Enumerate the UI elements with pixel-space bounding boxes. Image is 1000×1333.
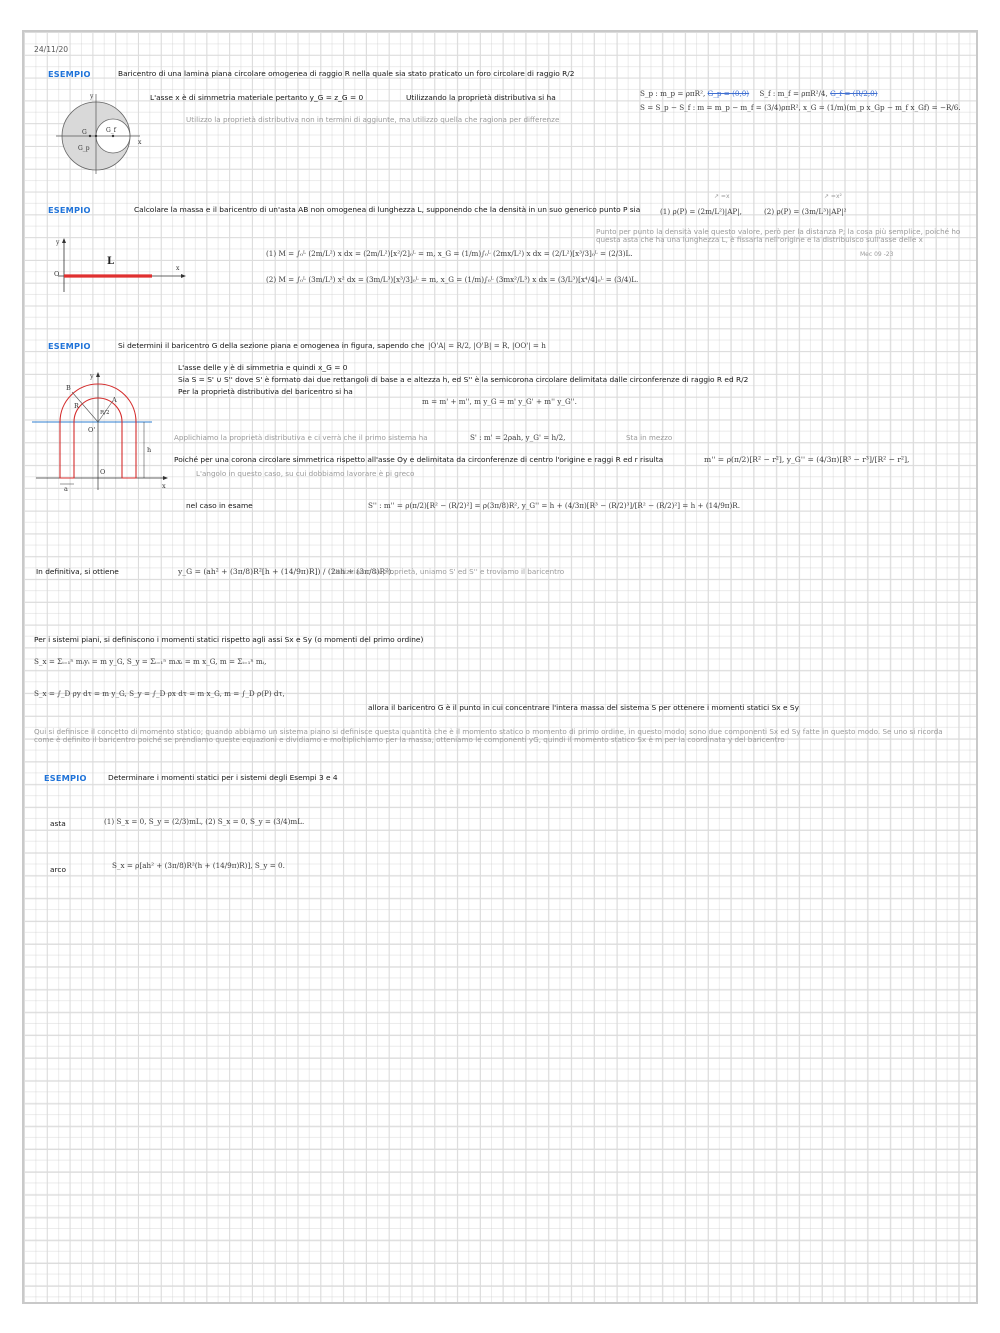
- example-2-label: ESEMPIO: [48, 205, 91, 215]
- example-1-eq-s: S = S_p − S_f : m = m_p − m_f = (3/4)ρπR², x_G = (1/m)(m_p x_Gp − m_f x_Gf) = −R/6.: [640, 103, 961, 112]
- example-1-label: ESEMPIO: [48, 69, 91, 79]
- rod-x-label: x: [176, 265, 180, 272]
- example-2-eq-1: (1) M = ∫₀ᴸ (2m/L²) x dx = (2m/L²)[x²/2]₀ᴸ = m, x_G = (1/m)∫₀ᴸ (2mx/L²) x dx = (2/L²)[x³/3]₀ᴸ = (2/3)L.: [266, 249, 633, 258]
- sec-x-label: x: [162, 482, 166, 490]
- sec-oprime-label: O': [88, 426, 96, 434]
- rod-length-label: L: [107, 256, 115, 267]
- sec-h-label: h: [147, 446, 152, 454]
- sec-b-label: B: [66, 384, 71, 392]
- sec-a-point-label: A: [112, 396, 117, 404]
- rod-y-label: y: [56, 239, 60, 246]
- example-4-asta-label: asta: [50, 819, 66, 828]
- example-3-given: |O'A| = R/2, |O'B| = R, |OO'| = h: [428, 341, 546, 350]
- example-3-case-label: nel caso in esame: [186, 501, 253, 510]
- fig1-gp-label: G_p: [78, 145, 90, 152]
- example-3-title: Si determini il baricentro G della sezione piana e omogenea in figura, sapendo che: [118, 341, 425, 350]
- eq-sp-gp: G_p = (0,0): [707, 89, 750, 98]
- sec-r-label: R: [74, 402, 79, 410]
- fig1-y-label: y: [90, 93, 94, 100]
- final-result-note: Utilizziamo la proprietà, uniamo S' ed S'' e troviamo il baricentro: [332, 567, 565, 576]
- example-3-eq-corona: m'' = ρ(π/2)[R² − r²], y_G'' = (4/3π)[R³ − r³]/[R² − r²],: [704, 455, 910, 464]
- example-2-annotation-2: ↗ =x²: [824, 193, 842, 200]
- final-result-eq: y_G = (ah² + (3π/8)R²[h + (14/9π)R]) / (2ah + (3π/8)R²).: [178, 567, 394, 576]
- example-4-label: ESEMPIO: [44, 773, 87, 783]
- example-2-note: Punto per punto la densità vale questo valore, però per la distanza P; la cosa più semplice, poiché ho questa asta che ha una lunghezza L, è fissarla nell'origine e la distribuisco sull'asse delle x: [596, 227, 961, 245]
- rod-figure: [52, 234, 192, 296]
- example-2-ref: Mec 09 -23: [860, 251, 894, 258]
- example-1-eq-sp: [640, 90, 878, 98]
- section-figure: [32, 368, 174, 492]
- example-4-asta-eq: (1) S_x = 0, S_y = (2/3)mL, (2) S_x = 0, S_y = (3/4)mL.: [104, 817, 305, 826]
- example-1-symmetry-note: L'asse x è di simmetria materiale pertanto y_G = z_G = 0: [150, 93, 364, 102]
- example-3-apply-note: Applichiamo la proprietà distributiva e ci verrà che il primo sistema ha: [174, 433, 428, 442]
- static-moments-eq-discrete: S_x = Σᵢ₌₁ⁿ mᵢyᵢ = m y_G, S_y = Σᵢ₌₁ⁿ mᵢxᵢ = m x_G, m = Σᵢ₌₁ⁿ mᵢ,: [34, 657, 267, 666]
- static-moments-note: Qui si definisce il concetto di momento statico; quando abbiamo un sistema piano si definisce questa quantità che è il momento statico o momento di primo ordine, in questo modo; sono due componenti Sx ed Sy fatte in questo modo. Se uno si ricorda come è definito il baricentro poiché se prendiamo queste equazioni e dividiamo e moltiplichiamo per la massa, otteniamo le componenti yG, quindi il momento statico Sx è m per la coordinata y del baricentro: [34, 727, 943, 745]
- static-moments-conclusion: allora il baricentro G è il punto in cui concentrare l'intera massa del sistema S per ottenere i momenti statici Sx e Sy: [368, 703, 799, 712]
- example-1-difference-note: Utilizzo la proprietà distributiva non in termini di aggiunte, ma utilizzo quella che ragiona per differenze: [186, 115, 560, 124]
- lamina-figure: [52, 86, 144, 180]
- example-3-line-2: Sia S = S' ∪ S'' dove S' è formato dai due rettangoli di base a e altezza h, ed S'' è la semicorona circolare delimitata dalle circonferenze di raggio R ed R/2: [178, 375, 749, 384]
- example-3-line-3: Per la proprietà distributiva del baricentro si ha: [178, 387, 353, 396]
- fig1-g-label: G: [82, 129, 87, 136]
- eq-sf-gf: G_f = (R/2,0): [830, 89, 878, 98]
- sec-r2-label: R/2: [100, 410, 110, 416]
- sec-y-label: y: [90, 372, 94, 380]
- example-3-eq-mass: m = m' + m'', m y_G = m' y_G' + m'' y_G''.: [422, 397, 577, 406]
- example-4-arco-eq: S_x = ρ[ah² + (3π/8)R²(h + (14/9π)R)], S_y = 0.: [112, 861, 285, 870]
- example-2-annotation-1: ↗ =x: [714, 193, 730, 200]
- example-4-arco-label: arco: [50, 865, 66, 874]
- page-date: 24/11/20: [34, 45, 69, 54]
- sec-a-label: a: [64, 485, 68, 492]
- example-2-title: Calcolare la massa e il baricentro di un'asta AB non omogenea di lunghezza L, supponendo che la densità in un suo generico punto P sia: [134, 205, 641, 214]
- example-4-title: Determinare i momenti statici per i sistemi degli Esempi 3 e 4: [108, 773, 338, 782]
- fig1-x-label: x: [138, 139, 142, 146]
- eq-sp-mass: S_p : m_p = ρπR²,: [640, 89, 706, 98]
- example-3-angle-note: L'angolo in questo caso, su cui dobbiamo lavorare è pi greco: [196, 469, 415, 478]
- example-3-eq-s2: S'' : m'' = ρ(π/2)[R² − (R/2)²] = ρ(3π/8)R², y_G'' = h + (4/3π)[R³ − (R/2)³]/[R² − (R/2)²] = h + (14/9π)R.: [368, 501, 740, 510]
- eq-sf-mass: S_f : m_f = ρπR²/4,: [759, 89, 828, 98]
- example-2-rho2: (2) ρ(P) = (3m/L³)|AP|²: [764, 207, 847, 216]
- example-2-rho1: (1) ρ(P) = (2m/L²)|AP|,: [660, 207, 742, 216]
- example-3-middle-note: Sta in mezzo: [626, 433, 673, 442]
- example-3-line-1: L'asse delle y è di simmetria e quindi x_G = 0: [178, 363, 348, 372]
- sec-o-label: O: [100, 468, 106, 476]
- final-result-label: In definitiva, si ottiene: [36, 567, 119, 576]
- static-moments-title: Per i sistemi piani, si definiscono i momenti statici rispetto agli assi Sx e Sy (o momenti del primo ordine): [34, 635, 424, 644]
- example-3-label: ESEMPIO: [48, 341, 91, 351]
- example-3-eq-s1: S' : m' = 2ρah, y_G' = h/2,: [470, 433, 566, 442]
- static-moments-eq-continuous: S_x = ∫_D ρy dτ = m y_G, S_y = ∫_D ρx dτ = m x_G, m = ∫_D ρ(P) dτ,: [34, 689, 285, 698]
- example-1-title: Baricentro di una lamina piana circolare omogenea di raggio R nella quale sia stato praticato un foro circolare di raggio R/2: [118, 69, 575, 78]
- notebook-page: [22, 30, 978, 1304]
- example-1-distributive-note: Utilizzando la proprietà distributiva si ha: [406, 93, 556, 102]
- example-3-corona-note: Poiché per una corona circolare simmetrica rispetto all'asse Oy e delimitata da circonferenze di centro l'origine e raggi R ed r risulta: [174, 455, 664, 464]
- rod-origin-label: O: [54, 270, 60, 278]
- fig1-gf-label: G_f: [106, 127, 117, 134]
- example-2-eq-2: (2) M = ∫₀ᴸ (3m/L³) x² dx = (3m/L³)[x³/3]₀ᴸ = m, x_G = (1/m)∫₀ᴸ (3mx²/L³) x dx = (3/L³)[x⁴/4]₀ᴸ = (3/4)L.: [266, 275, 639, 284]
